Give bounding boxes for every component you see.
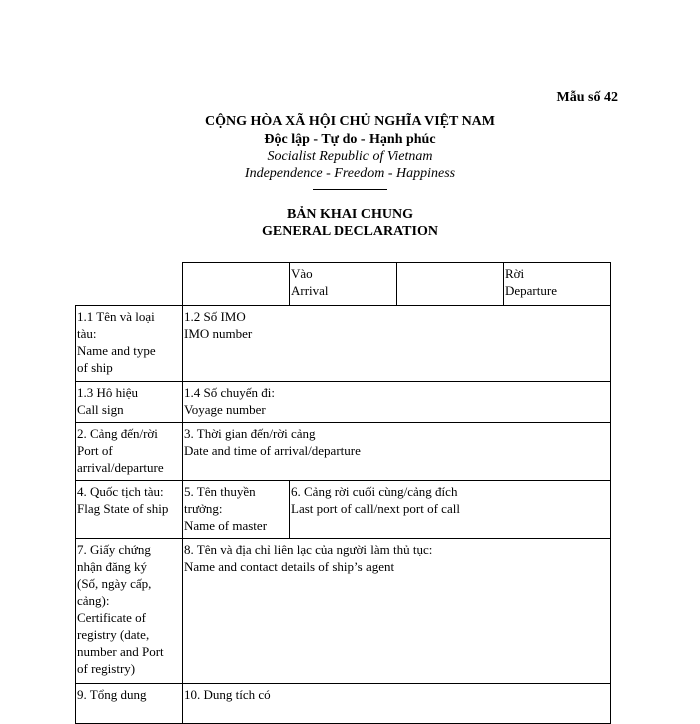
field-label: 1.2 Số IMO — [184, 309, 246, 324]
arrival-label-vi: Vào — [291, 266, 313, 281]
field-label: 1.1 Tên và loại — [77, 309, 155, 324]
field-label: 4. Quốc tịch tàu: — [77, 484, 164, 499]
field-label: Name and type — [77, 343, 156, 358]
field-label: 1.3 Hô hiệu — [77, 385, 139, 400]
call-sign-row — [76, 382, 611, 423]
arrival-label-en: Arrival — [291, 283, 329, 298]
field-label: 5. Tên thuyền — [184, 484, 256, 499]
gross-tonnage-field[interactable] — [76, 684, 183, 724]
field-label: Port of — [77, 443, 113, 458]
field-label: cảng): — [77, 593, 110, 608]
field-label: of registry) — [77, 661, 136, 676]
departure-label-vi: Rời — [505, 266, 525, 281]
flag-state-field[interactable] — [76, 481, 183, 539]
field-label: 2. Cảng đến/rời — [77, 426, 158, 441]
arrival-checkbox-cell[interactable] — [183, 263, 290, 306]
form-number: Mẫu số 42 — [556, 90, 618, 105]
field-label: nhận đăng ký — [77, 559, 148, 574]
header-separator — [313, 189, 387, 190]
voyage-number-field[interactable] — [183, 382, 611, 423]
country-name-en: Socialist Republic of Vietnam — [267, 149, 433, 164]
departure-label-cell — [504, 263, 611, 306]
field-label: 3. Thời gian đến/rời cảng — [184, 426, 316, 441]
master-name-field[interactable] — [183, 481, 290, 539]
tonnage-row — [76, 684, 611, 724]
ship-name-row — [76, 306, 611, 382]
field-label: of ship — [77, 360, 113, 375]
field-label: registry (date, — [77, 627, 150, 642]
call-sign-field[interactable] — [76, 382, 183, 423]
port-row — [76, 423, 611, 481]
departure-label-en: Departure — [505, 283, 557, 298]
last-next-port-field[interactable] — [290, 481, 611, 539]
flag-master-row — [76, 481, 611, 539]
field-label: tàu: — [77, 326, 97, 341]
field-label: IMO number — [184, 326, 253, 341]
net-tonnage-field[interactable] — [183, 684, 611, 724]
field-label: trưởng: — [184, 501, 223, 516]
port-arrival-departure-field[interactable] — [76, 423, 183, 481]
document-title-en: GENERAL DECLARATION — [262, 224, 438, 239]
field-label: Name and contact details of ship’s agent — [184, 559, 395, 574]
date-time-field[interactable] — [183, 423, 611, 481]
field-label: Voyage number — [184, 402, 266, 417]
field-label: Last port of call/next port of call — [291, 501, 460, 516]
imo-number-field[interactable] — [183, 306, 611, 382]
document-title-vi: BẢN KHAI CHUNG — [286, 207, 413, 222]
field-label: 8. Tên và địa chỉ liên lạc của người làm thủ tục: — [184, 542, 433, 557]
field-label: Flag State of ship — [77, 501, 169, 516]
certificate-registry-field[interactable] — [76, 539, 183, 684]
registry-agent-row — [76, 539, 611, 684]
field-label: Name of master — [184, 518, 268, 533]
country-name-vi: CỘNG HÒA XÃ HỘI CHỦ NGHĨA VIỆT NAM — [204, 114, 495, 129]
arrival-label-cell — [290, 263, 397, 306]
field-label: 7. Giấy chứng — [77, 542, 151, 557]
motto-en: Independence - Freedom - Happiness — [244, 166, 456, 181]
ship-name-type-field[interactable] — [76, 306, 183, 382]
field-label: arrival/departure — [77, 460, 164, 475]
departure-checkbox-cell[interactable] — [397, 263, 504, 306]
general-declaration-table — [75, 262, 611, 724]
agent-details-field[interactable] — [183, 539, 611, 684]
field-label: 10. Dung tích có — [184, 687, 271, 702]
field-label: Call sign — [77, 402, 124, 417]
field-label: 1.4 Số chuyến đi: — [184, 385, 275, 400]
field-label: 6. Cảng rời cuối cùng/cảng đích — [291, 484, 458, 499]
field-label: Date and time of arrival/departure — [184, 443, 361, 458]
motto-vi: Độc lập - Tự do - Hạnh phúc — [264, 132, 436, 147]
field-label: 9. Tổng dung — [77, 687, 147, 702]
field-label: number and Port — [77, 644, 164, 659]
arrival-departure-row — [76, 263, 611, 306]
blank-corner-cell — [76, 263, 183, 306]
field-label: (Số, ngày cấp, — [77, 576, 152, 591]
field-label: Certificate of — [77, 610, 146, 625]
